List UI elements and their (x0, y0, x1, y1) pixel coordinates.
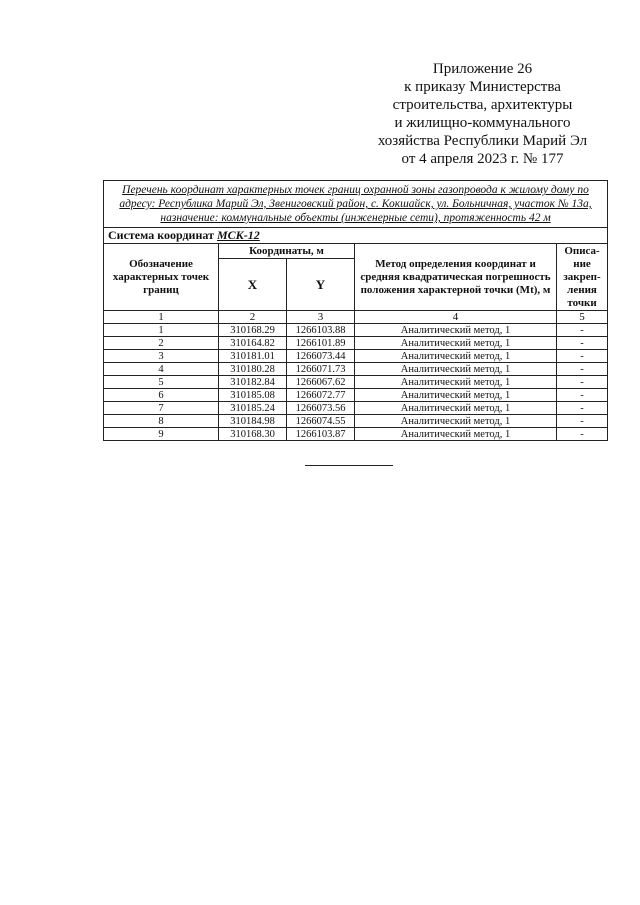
table-row (104, 337, 608, 350)
table-row (104, 428, 608, 441)
x-cell: 310184.98 (219, 415, 287, 428)
coordinate-system (104, 228, 608, 244)
point-cell: 7 (104, 402, 219, 415)
closing-divider (305, 465, 393, 466)
header-y: Y (287, 259, 355, 311)
appendix-header (340, 60, 625, 168)
point-cell: 5 (104, 376, 219, 389)
table-row (104, 350, 608, 363)
appendix-line: хозяйства Республики Марий Эл (377, 133, 588, 149)
desc-cell: - (557, 324, 608, 337)
desc-cell: - (557, 415, 608, 428)
y-cell: 1266103.87 (287, 428, 355, 441)
x-cell: 310168.30 (219, 428, 287, 441)
system-value: МСК-12 (216, 228, 260, 242)
column-numbers-row (104, 311, 608, 324)
method-cell: Аналитический метод, 1 (355, 324, 557, 337)
y-cell: 1266067.62 (287, 376, 355, 389)
x-cell: 310181.01 (219, 350, 287, 363)
y-cell: 1266074.55 (287, 415, 355, 428)
desc-cell: - (557, 428, 608, 441)
method-cell: Аналитический метод, 1 (355, 376, 557, 389)
header-point: Обозначение характерных точек границ (104, 244, 219, 311)
x-cell: 310185.24 (219, 402, 287, 415)
appendix-line: строительства, архитектуры (392, 97, 573, 113)
point-cell: 6 (104, 389, 219, 402)
x-cell: 310168.29 (219, 324, 287, 337)
method-cell: Аналитический метод, 1 (355, 428, 557, 441)
desc-cell: - (557, 337, 608, 350)
y-cell: 1266071.73 (287, 363, 355, 376)
desc-cell: - (557, 363, 608, 376)
x-cell: 310182.84 (219, 376, 287, 389)
y-cell: 1266073.56 (287, 402, 355, 415)
column-number: 4 (355, 311, 557, 324)
method-cell: Аналитический метод, 1 (355, 415, 557, 428)
y-cell: 1266103.88 (287, 324, 355, 337)
table-row (104, 363, 608, 376)
point-cell: 9 (104, 428, 219, 441)
coordinates-table (103, 180, 608, 441)
x-cell: 310180.28 (219, 363, 287, 376)
point-cell: 1 (104, 324, 219, 337)
point-cell: 3 (104, 350, 219, 363)
header-x: X (219, 259, 287, 311)
point-cell: 8 (104, 415, 219, 428)
header-coordinates: Координаты, м (219, 244, 355, 259)
point-cell: 2 (104, 337, 219, 350)
table-caption: Перечень координат характерных точек границ охранной зоны газопровода к жилому дому по адресу: Республика Марий Эл, Звениговский район, с. Кокшайск, ул. Больничная, участок № 13а, назначение: коммунальные объекты (инженерные сети), протяженность 42 м (104, 181, 608, 228)
header-description: Описа-ние закреп-ления точки (557, 244, 608, 311)
x-cell: 310185.08 (219, 389, 287, 402)
header-method: Метод определения координат и средняя квадратическая погрешность положения характерной точки (Mt), м (355, 244, 557, 311)
desc-cell: - (557, 402, 608, 415)
desc-cell: - (557, 389, 608, 402)
table-row (104, 415, 608, 428)
y-cell: 1266072.77 (287, 389, 355, 402)
method-cell: Аналитический метод, 1 (355, 402, 557, 415)
column-number: 2 (219, 311, 287, 324)
table-row (104, 402, 608, 415)
y-cell: 1266101.89 (287, 337, 355, 350)
table-row (104, 324, 608, 337)
method-cell: Аналитический метод, 1 (355, 350, 557, 363)
desc-cell: - (557, 376, 608, 389)
table-row (104, 389, 608, 402)
point-cell: 4 (104, 363, 219, 376)
y-cell: 1266073.44 (287, 350, 355, 363)
x-cell: 310164.82 (219, 337, 287, 350)
method-cell: Аналитический метод, 1 (355, 337, 557, 350)
appendix-line: от 4 апреля 2023 г. № 177 (401, 151, 564, 167)
method-cell: Аналитический метод, 1 (355, 389, 557, 402)
column-number: 1 (104, 311, 219, 324)
table-row (104, 376, 608, 389)
system-label: Система координат (108, 228, 214, 242)
column-number: 5 (557, 311, 608, 324)
appendix-line: к приказу Министерства (404, 79, 561, 95)
column-number: 3 (287, 311, 355, 324)
appendix-line: и жилищно-коммунального (394, 115, 571, 131)
method-cell: Аналитический метод, 1 (355, 363, 557, 376)
appendix-line: Приложение 26 (432, 61, 533, 77)
desc-cell: - (557, 350, 608, 363)
